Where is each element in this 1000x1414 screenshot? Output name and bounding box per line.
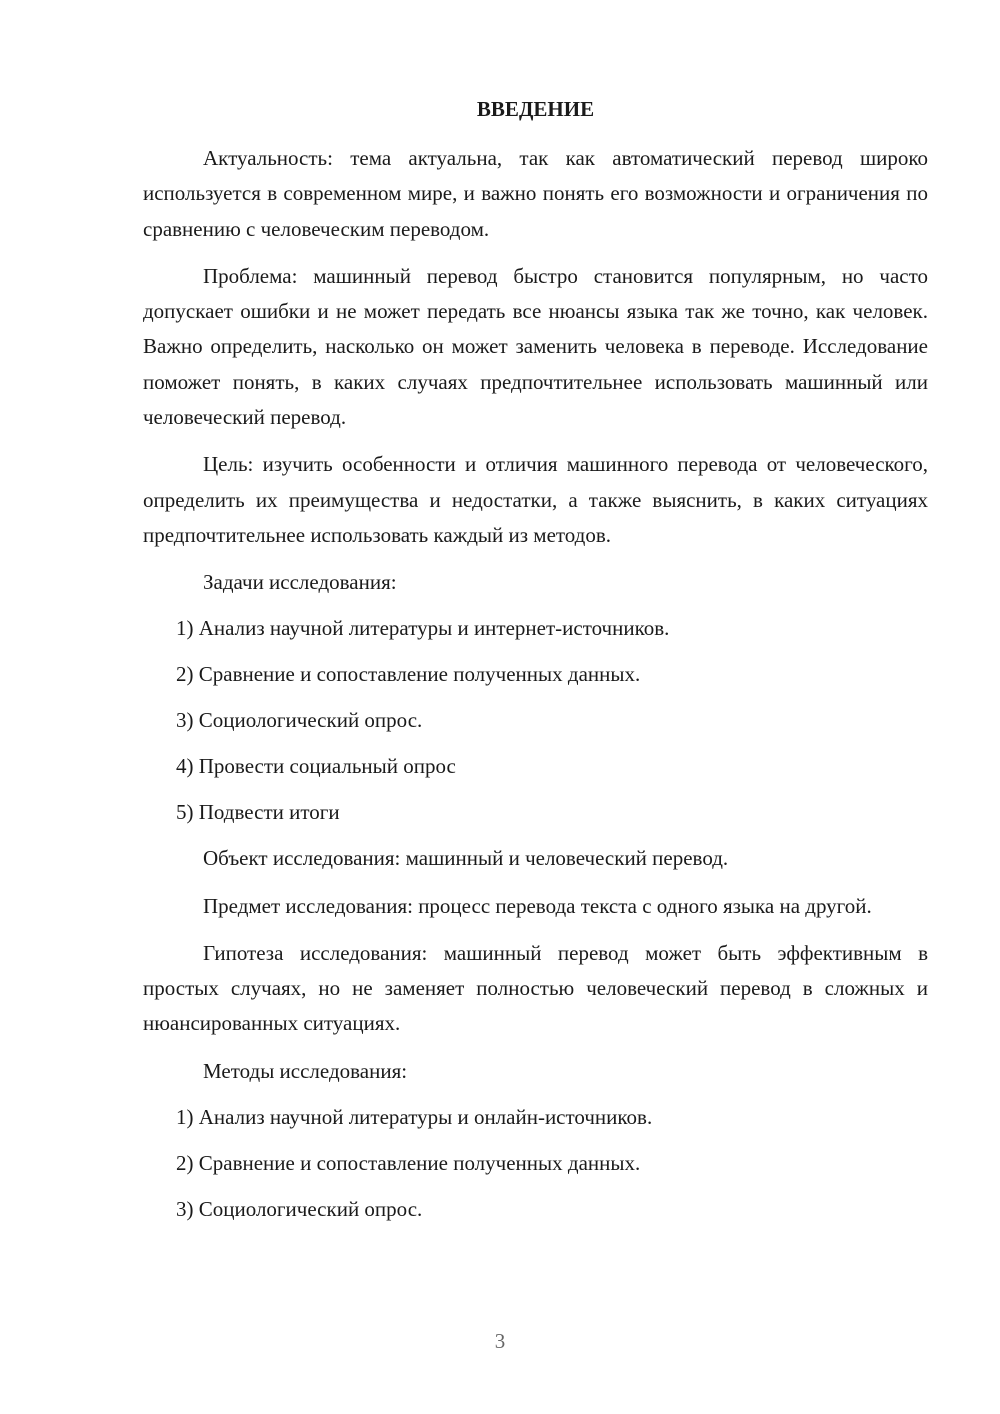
tasks-heading: Задачи исследования:: [203, 570, 397, 595]
goal-paragraph: Цель: изучить особенности и отличия машинного перевода от человеческого, определить их преимущества и недостатки, а также выяснить, в каких ситуациях предпочтительнее использовать каждый из методов.: [143, 452, 928, 547]
task-item: 2) Сравнение и сопоставление полученных данных.: [176, 662, 641, 687]
task-item: 1) Анализ научной литературы и интернет-источников.: [176, 616, 670, 641]
method-item: 3) Социологический опрос.: [176, 1196, 423, 1221]
subject-paragraph: Предмет исследования: процесс перевода текста с одного языка на другой.: [203, 893, 872, 918]
method-item: 2) Сравнение и сопоставление полученных данных.: [176, 1150, 641, 1175]
method-item: 1) Анализ научной литературы и онлайн-источников.: [176, 1104, 653, 1129]
hypothesis-paragraph: Гипотеза исследования: машинный перевод может быть эффективным в простых случаях, но не заменяет полностью человеческий перевод в сложных и нюансированных ситуациях.: [143, 940, 928, 1036]
page-number: 3: [494, 1329, 506, 1353]
methods-heading: Методы исследования:: [203, 1058, 408, 1083]
problem-paragraph: Проблема: машинный перевод быстро становится популярным, но часто допускает ошибки и не может передать все нюансы языка так же точно, как человек. Важно определить, насколько он может заменить человека в переводе. Исследование поможет понять, в каких случаях предпочтительнее использовать машинный или человеческий перевод.: [143, 263, 928, 430]
task-item: 5) Подвести итоги: [176, 800, 340, 825]
task-item: 4) Провести социальный опрос: [176, 754, 456, 779]
relevance-paragraph: Актуальность: тема актуальна, так как автоматический перевод широко используется в современном мире, и важно понять его возможности и ограничения по сравнению с человеческим переводом.: [143, 146, 928, 241]
task-item: 3) Социологический опрос.: [176, 708, 423, 733]
section-title: ВВЕДЕНИЕ: [476, 97, 595, 121]
object-paragraph: Объект исследования: машинный и человеческий перевод.: [203, 846, 729, 871]
document-page: [143, 92, 928, 1238]
